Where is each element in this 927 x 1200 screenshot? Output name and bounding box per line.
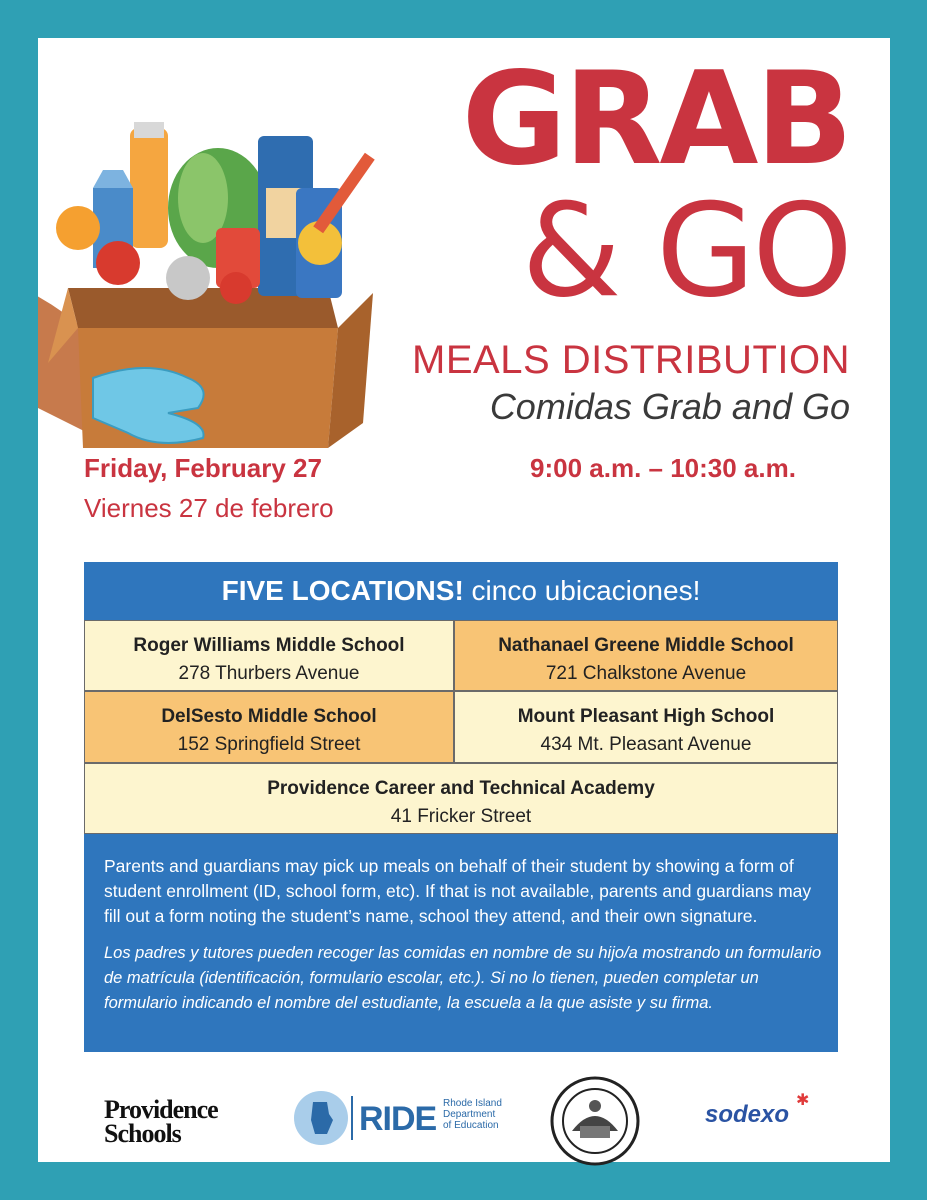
providence-logo-line2: Schools [104, 1119, 181, 1148]
ride-wordmark: RIDE [359, 1100, 437, 1138]
locations-heading [84, 562, 838, 620]
locations-heading-bold: FIVE LOCATIONS! [221, 575, 464, 606]
sodexo-star-icon: ✱ [796, 1092, 810, 1109]
providence-schools-logo [104, 1095, 218, 1148]
sodexo-logo: sodexo [705, 1101, 790, 1128]
info-text [104, 854, 824, 1028]
location-cell [84, 620, 454, 691]
ride-subtitle [443, 1098, 502, 1131]
providence-logo-line1: Providence [104, 1095, 218, 1124]
ride-sub-line: of Education [443, 1120, 499, 1131]
info-spanish: Los padres y tutores pueden recoger las comidas en nombre de su hijo/a mostrando un formulario de matrícula (identificación, formulario escolar, etc.). Si no lo tienen, pueden completar un formulario indicando el nombre del estudiante, la escuela a la que asiste y su firma. [104, 944, 822, 1012]
location-name: DelSesto Middle School [161, 706, 377, 727]
date-spanish: Viernes 27 de febrero [84, 493, 334, 523]
grocery-box-illustration [38, 78, 408, 468]
locations-box [84, 562, 838, 1052]
title-grab: GRAB [461, 45, 850, 194]
locations-heading-rest: cinco ubicaciones! [463, 575, 701, 606]
location-address: 434 Mt. Pleasant Avenue [540, 734, 752, 755]
flyer-sheet [38, 38, 890, 1162]
sponsor-logos [38, 1068, 890, 1158]
ride-sub-line: Rhode Island [443, 1098, 502, 1109]
city-seal [550, 1076, 640, 1166]
location-cell [454, 620, 838, 691]
location-address: 721 Chalkstone Avenue [545, 663, 747, 684]
location-name: Mount Pleasant High School [517, 706, 775, 727]
time-range: 9:00 a.m. – 10:30 a.m. [530, 453, 796, 483]
location-cell [84, 763, 838, 834]
subtitle-meals-distribution: MEALS DISTRIBUTION [412, 338, 850, 382]
info-english: Parents and guardians may pick up meals on behalf of their student by showing a form of student enrollment (ID, school form, etc). If that is not available, parents and guardians may fill out a form noting the student’s name, school they attend, and their own signature. [104, 856, 812, 926]
ride-logo [293, 1088, 513, 1148]
subtitle-comidas: Comidas Grab and Go [489, 386, 850, 427]
location-name: Providence Career and Technical Academy [267, 778, 655, 799]
location-address: 278 Thurbers Avenue [178, 663, 360, 684]
ri-state-icon [293, 1090, 349, 1146]
location-address: 152 Springfield Street [177, 734, 361, 755]
location-cell [84, 691, 454, 763]
ride-divider [351, 1096, 353, 1140]
location-cell [454, 691, 838, 763]
ride-sub-line: Department [443, 1109, 496, 1120]
title-go: & GO [521, 177, 850, 326]
date-english: Friday, February 27 [84, 453, 322, 483]
location-name: Nathanael Greene Middle School [498, 635, 794, 656]
location-address: 41 Fricker Street [390, 806, 532, 827]
location-name: Roger Williams Middle School [133, 635, 405, 656]
